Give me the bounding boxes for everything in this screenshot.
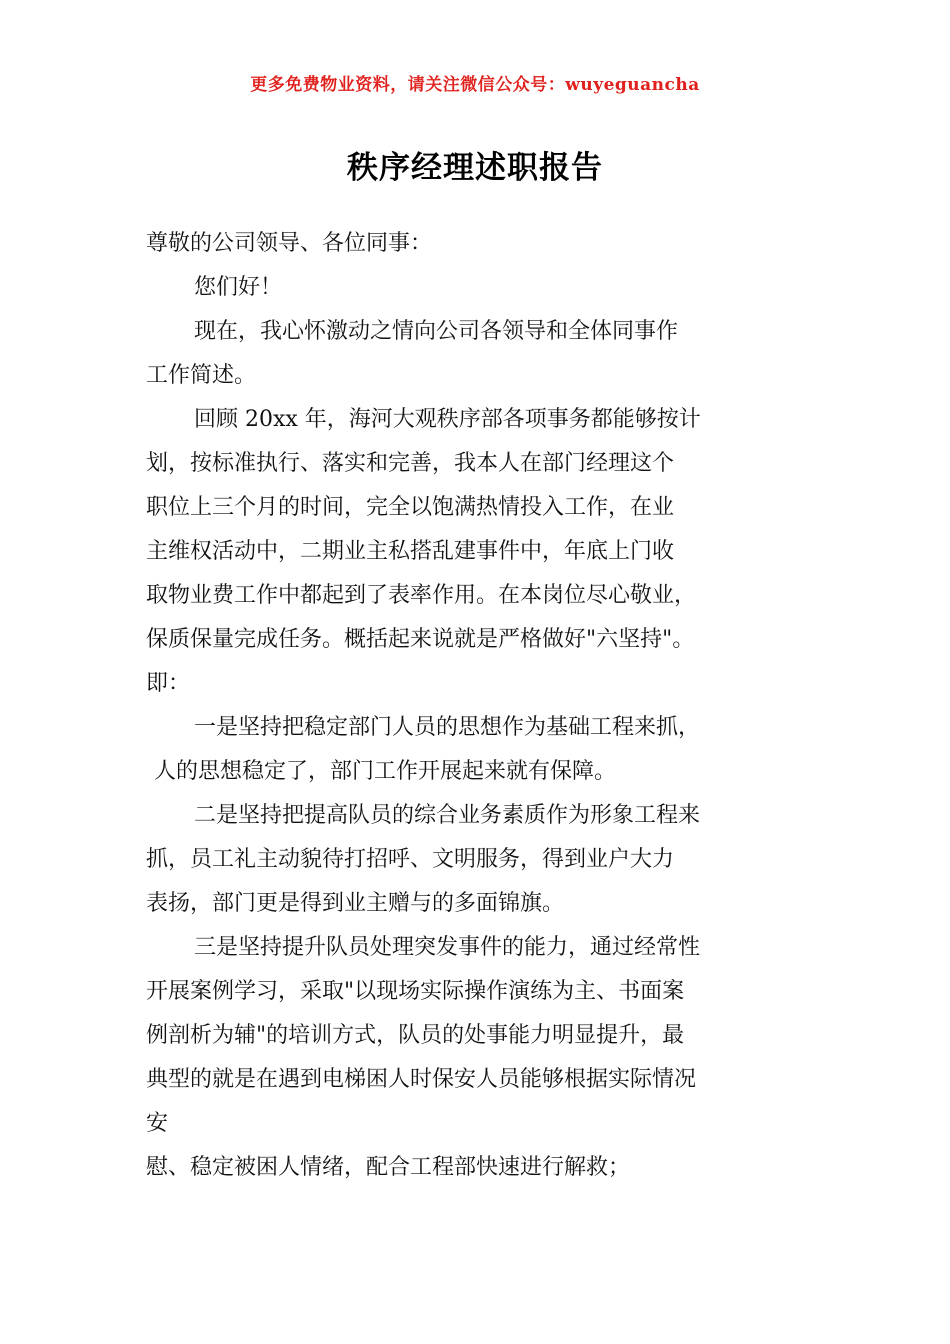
paragraph-line: 三是坚持提升队员处理突发事件的能力，通过经常性 bbox=[194, 935, 701, 960]
paragraph-line: 表扬，部门更是得到业主赠与的多面锦旗。 bbox=[146, 891, 565, 916]
paragraph-line: 即： bbox=[146, 671, 191, 696]
paragraph-line: 一是坚持把稳定部门人员的思想作为基础工程来抓， bbox=[194, 715, 701, 740]
paragraph-line: 开展案例学习，采取"以现场实际操作演练为主、书面案 bbox=[146, 979, 685, 1004]
paragraph-line: 取物业费工作中都起到了表率作用。在本岗位尽心敬业， bbox=[146, 583, 697, 608]
promo-banner: 更多免费物业资料，请关注微信公众号：wuyeguancha bbox=[250, 75, 700, 95]
paragraph-line: 职位上三个月的时间，完全以饱满热情投入工作，在业 bbox=[146, 495, 675, 520]
paragraph-line: 现在，我心怀激动之情向公司各领导和全体同事作 bbox=[194, 319, 679, 344]
paragraph-line: 抓，员工礼主动貌待打招呼、文明服务，得到业户大力 bbox=[146, 847, 675, 872]
paragraph-line: 安 bbox=[146, 1111, 169, 1136]
paragraph-line: 回顾 20xx 年，海河大观秩序部各项事务都能够按计 bbox=[194, 407, 701, 432]
salutation-line: 尊敬的公司领导、各位同事： bbox=[146, 231, 433, 256]
paragraph-line: 人的思想稳定了，部门工作开展起来就有保障。 bbox=[154, 759, 617, 784]
greeting-line: 您们好！ bbox=[194, 275, 283, 300]
report-body bbox=[146, 222, 796, 1190]
paragraph-line: 保质保量完成任务。概括起来说就是严格做好"六坚持"。 bbox=[146, 627, 695, 652]
paragraph-line: 典型的就是在遇到电梯困人时保安人员能够根据实际情况 bbox=[146, 1067, 697, 1092]
paragraph-line: 工作简述。 bbox=[146, 363, 257, 388]
page-title: 秩序经理述职报告 bbox=[347, 150, 603, 186]
paragraph-line: 慰、稳定被困人情绪，配合工程部快速进行解救； bbox=[146, 1155, 631, 1180]
paragraph-line: 例剖析为辅"的培训方式，队员的处事能力明显提升，最 bbox=[146, 1023, 685, 1048]
paragraph-line: 划，按标准执行、落实和完善，我本人在部门经理这个 bbox=[146, 451, 675, 476]
paragraph-line: 二是坚持把提高队员的综合业务素质作为形象工程来 bbox=[194, 803, 701, 828]
paragraph-line: 主维权活动中，二期业主私搭乱建事件中，年底上门收 bbox=[146, 539, 675, 564]
